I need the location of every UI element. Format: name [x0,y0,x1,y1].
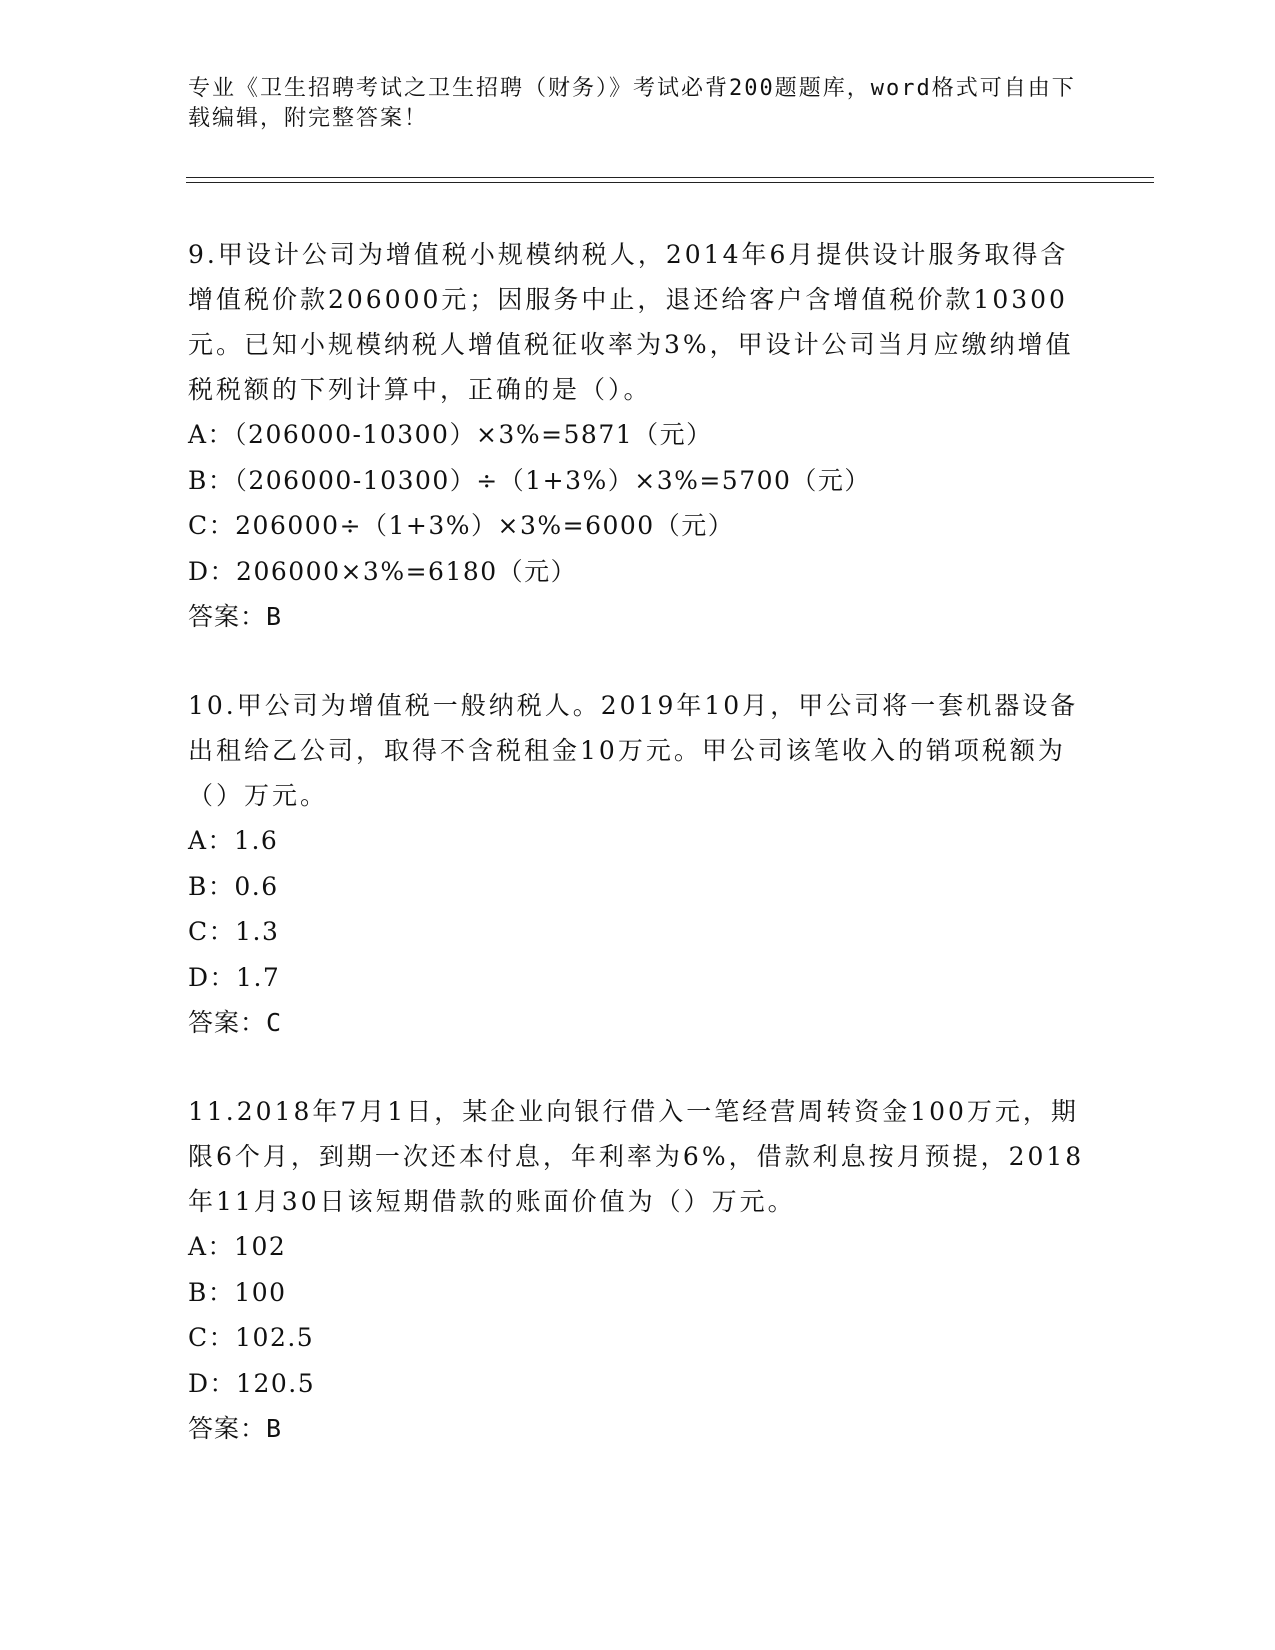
option-b: B：0.6 [188,871,279,901]
option-c: C：206000÷（1+3%）×3%=6000（元） [188,511,735,540]
question-11 [188,1089,1088,1451]
answer: 答案：B [188,1414,283,1443]
question-9 [188,232,1088,639]
document-header: 专业《卫生招聘考试之卫生招聘（财务）》考试必背200题题库，word格式可自由下载编辑，附完整答案！ [188,76,1076,131]
option-c: C：1.3 [188,917,280,946]
question-stem: 10.甲公司为增值税一般纳税人。2019年10月，甲公司将一套机器设备出租给乙公司，取得不含税租金10万元。甲公司该笔收入的销项税额为（）万元。 [188,691,1079,810]
option-c: C：102.5 [188,1323,315,1352]
option-a: A：1.6 [188,826,279,855]
header-divider-bottom [186,182,1154,183]
question-10 [188,683,1088,1045]
question-stem: 11.2018年7月1日，某企业向银行借入一笔经营周转资金100万元，期限6个月，到期一次还本付息，年利率为6%，借款利息按月预提，2018年11月30日该短期借款的账面价值为（）万元。 [188,1097,1085,1216]
option-d: D：120.5 [188,1368,316,1398]
option-b: B：100 [188,1277,287,1307]
option-a: A：102 [188,1232,287,1261]
header-divider-top [186,177,1154,178]
question-stem: 9.甲设计公司为增值税小规模纳税人，2014年6月提供设计服务取得含增值税价款206000元；因服务中止，退还给客户含增值税价款10300元。已知小规模纳税人增值税征收率为3%，甲设计公司当月应缴纳增值税税额的下列计算中，正确的是（）。 [188,240,1074,404]
answer: 答案：B [188,602,283,631]
option-b: B：（206000-10300）÷（1+3%）×3%=5700（元） [188,465,871,495]
question-list [188,232,1088,1495]
answer: 答案：C [188,1008,283,1037]
option-d: D：1.7 [188,962,281,992]
option-d: D：206000×3%=6180（元） [188,556,578,586]
option-a: A：（206000-10300）×3%=5871（元） [188,420,713,449]
